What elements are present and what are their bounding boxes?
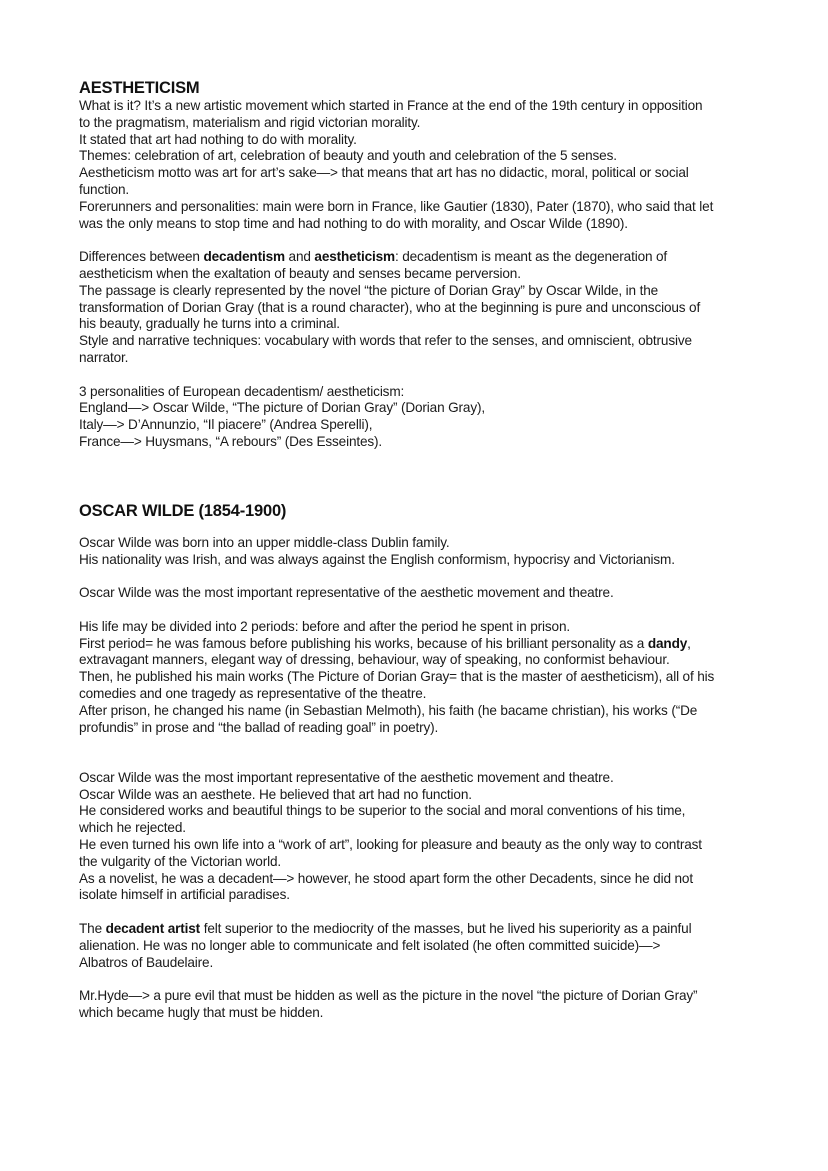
text-line: Forerunners and personalities: main were born in France, like Gautier (1830), Pater (1870), who said that let <box>79 198 714 214</box>
text-line: his beauty, gradually he turns into a criminal. <box>79 316 340 332</box>
text-line: Oscar Wilde was an aesthete. He believed that art had no function. <box>79 786 472 802</box>
text-line: Aestheticism motto was art for art’s sake—> that means that art has no didactic, moral, political or social <box>79 165 689 181</box>
text-line: His nationality was Irish, and was always against the English conformism, hypocrisy and Victorianism. <box>79 551 675 567</box>
aesthete-paragraph <box>79 770 759 904</box>
text-line: Differences between decadentism and aestheticism: decadentism is meant as the degeneration of <box>79 249 668 265</box>
representative-paragraph: Oscar Wilde was the most important representative of the aesthetic movement and theatre. <box>79 585 614 601</box>
document-page <box>79 78 759 1022</box>
text-line: function. <box>79 181 130 197</box>
text-line: Style and narrative techniques: vocabulary with words that refer to the senses, and omniscient, obtrusive <box>79 333 692 349</box>
text-line: His life may be divided into 2 periods: before and after the period he spent in prison. <box>79 618 570 634</box>
aestheticism-intro <box>79 98 759 232</box>
text-line: The passage is clearly represented by the novel “the picture of Dorian Gray” by Oscar Wilde, in the <box>79 282 659 298</box>
text-line: profundis” in prose and “the ballad of reading goal” in poetry). <box>79 719 439 735</box>
text-line: comedies and one tragedy as representative of the theatre. <box>79 685 427 701</box>
origin-paragraph <box>79 535 759 569</box>
life-periods-paragraph <box>79 619 759 737</box>
text-line: extravagant manners, elegant way of dressing, behaviour, way of speaking, no conformist behaviour. <box>79 652 670 668</box>
mr-hyde-paragraph <box>79 988 759 1022</box>
bold-term-dandy: dandy <box>647 635 688 651</box>
text-line: alienation. He was no longer able to communicate and felt isolated (he often committed suicide)—> <box>79 937 661 953</box>
differences-paragraph <box>79 249 759 367</box>
text-line: It stated that art had nothing to do with morality. <box>79 131 357 147</box>
text-line: transformation of Dorian Gray (that is a round character), who at the beginning is pure and unconscious of <box>79 299 701 315</box>
bold-term-decadent-artist: decadent artist <box>105 921 201 937</box>
text-line: The decadent artist felt superior to the mediocrity of the masses, but he lived his superiority as a painful <box>79 921 692 937</box>
list-item: France—> Huysmans, “A rebours” (Des Esseintes). <box>79 433 383 449</box>
section-title-oscar-wilde: OSCAR WILDE (1854-1900) <box>79 501 287 520</box>
text-line: aestheticism when the exaltation of beauty and senses became perversion. <box>79 265 521 281</box>
text-line: Then, he published his main works (The Picture of Dorian Gray= that is the master of aestheticism), all of his <box>79 669 715 685</box>
text-line: narrator. <box>79 349 129 365</box>
text-line: First period= he was famous before publishing his works, because of his brilliant personality as a dandy, <box>79 635 691 651</box>
list-item: Italy—> D’Annunzio, “Il piacere” (Andrea Sperelli), <box>79 417 373 433</box>
text-line: to the pragmatism, materialism and rigid victorian morality. <box>79 114 421 130</box>
text-line: What is it? It’s a new artistic movement which started in France at the end of the 19th century in opposition <box>79 98 703 113</box>
bold-term-aestheticism: aestheticism <box>314 249 395 265</box>
text-line: Albatros of Baudelaire. <box>79 954 214 970</box>
text-line: Themes: celebration of art, celebration of beauty and youth and celebration of the 5 senses. <box>79 148 617 164</box>
decadent-artist-paragraph <box>79 921 759 971</box>
text-line: He even turned his own life into a “work of art”, looking for pleasure and beauty as the only way to contrast <box>79 837 702 853</box>
personalities-list <box>79 384 759 451</box>
text-line: As a novelist, he was a decadent—> however, he stood apart form the other Decadents, since he did not <box>79 870 693 886</box>
text-line: Oscar Wilde was the most important representative of the aesthetic movement and theatre. <box>79 769 614 785</box>
section-title-aestheticism: AESTHETICISM <box>79 79 200 97</box>
text-line: He considered works and beautiful things to be superior to the social and moral conventions of his time, <box>79 803 686 819</box>
text-line: isolate himself in artificial paradises. <box>79 887 290 903</box>
list-item: England—> Oscar Wilde, “The picture of Dorian Gray” (Dorian Gray), <box>79 400 485 416</box>
text-line: After prison, he changed his name (in Sebastian Melmoth), his faith (he bacame christian), his works (“De <box>79 702 698 718</box>
text-line: which he rejected. <box>79 820 186 836</box>
text-line: was the only means to stop time and had nothing to do with morality, and Oscar Wilde (1890). <box>79 215 628 231</box>
bold-term-decadentism: decadentism <box>203 249 285 265</box>
text-line: the vulgarity of the Victorian world. <box>79 853 281 869</box>
text-line: Oscar Wilde was born into an upper middle-class Dublin family. <box>79 534 450 550</box>
text-line: Mr.Hyde—> a pure evil that must be hidden as well as the picture in the novel “the picture of Dorian Gray” <box>79 988 698 1004</box>
text-line: 3 personalities of European decadentism/ aestheticism: <box>79 383 405 399</box>
text-line: which became hugly that must be hidden. <box>79 1005 324 1021</box>
